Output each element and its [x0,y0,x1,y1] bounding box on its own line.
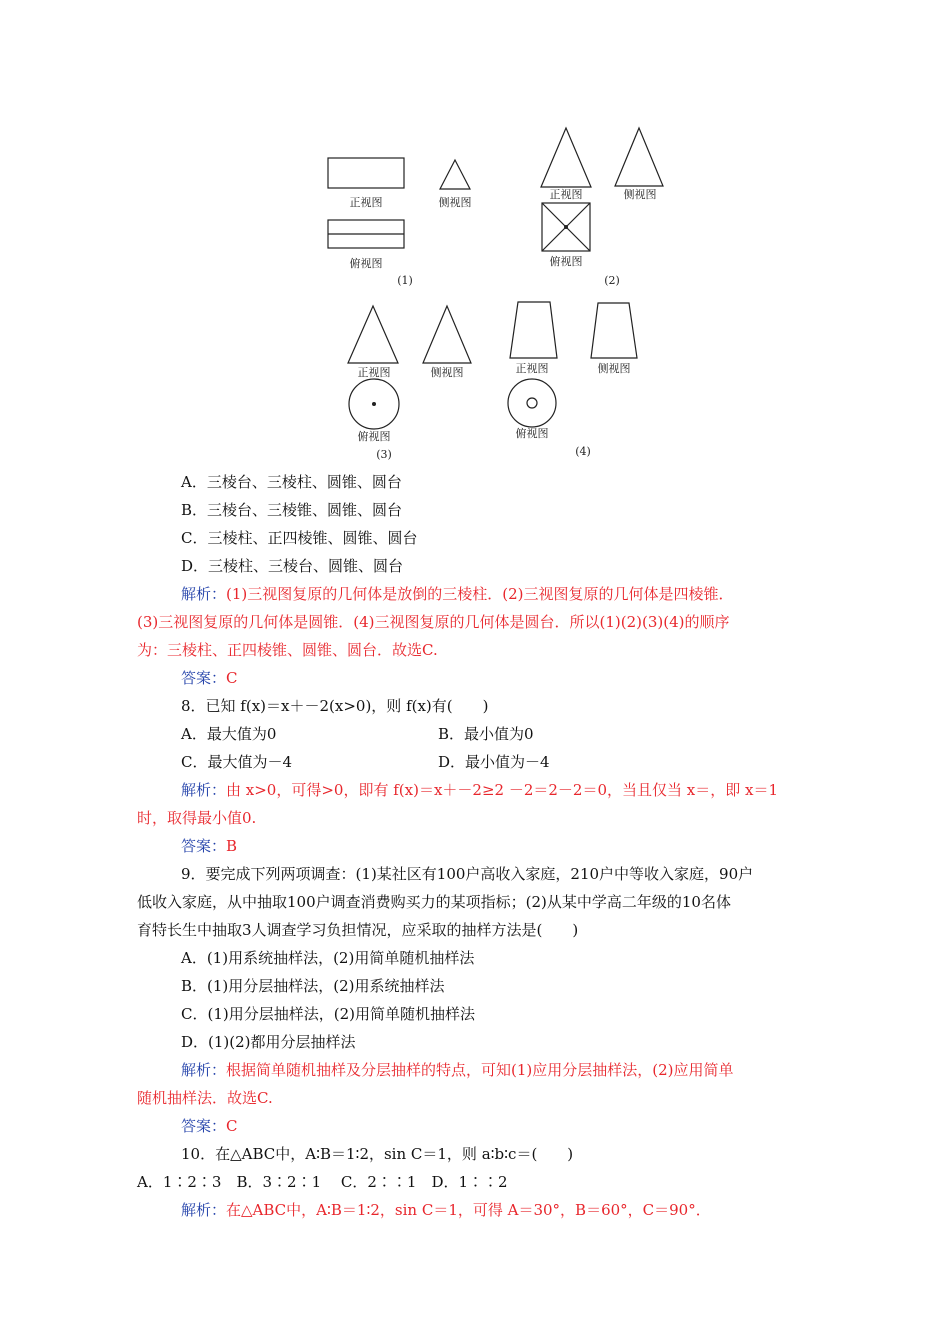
fig1-side-label: 侧视图 [438,196,472,209]
q9-option-c: C．(1)用分层抽样法，(2)用简单随机抽样法 [181,1005,475,1023]
q9-answer-label: 答案： [181,1117,227,1135]
fig3-front-label: 正视图 [357,366,391,379]
fig3-top-label: 俯视图 [357,430,391,443]
q7-answer-value: C [226,669,238,687]
fig4-front-trapezoid [510,302,557,358]
fig4-top-outer-circle [508,379,556,427]
fig1-front-label: 正视图 [349,196,383,209]
fig4-side-trapezoid [591,303,637,358]
fig2-side-triangle [615,128,663,186]
q8-answer-label: 答案： [181,837,227,855]
fig3-side-triangle [423,306,471,363]
q8-analysis-label: 解析： [181,781,227,799]
fig2-front-triangle [541,128,591,187]
q8-option-b: B．最小值为0 [438,725,534,743]
fig1-side-triangle [440,160,470,189]
fig4-number: (4) [575,445,591,458]
fig2-top-label: 俯视图 [549,255,583,268]
q9-stem-line-2: 低收入家庭，从中抽取100户调查消费购买力的某项指标；(2)从某中学高二年级的10名体 [137,893,731,911]
fig1-top-label: 俯视图 [349,257,383,270]
q10-analysis [181,1200,711,1220]
q7-analysis-label: 解析： [181,585,227,603]
q8-option-c: C．最大值为－4 [181,753,293,771]
fig2-center-dot [564,225,568,229]
fig4-top-label: 俯视图 [515,427,549,440]
fig4-front-label: 正视图 [515,362,549,375]
q9-option-b: B．(1)用分层抽样法，(2)用系统抽样法 [181,977,445,995]
fig3-number: (3) [376,448,392,461]
q8-option-a: A．最大值为0 [181,725,277,743]
q8-option-d: D．最小值为－4 [438,753,550,771]
q9-stem-line-1: 9．要完成下列两项调查：(1)某社区有100户高收入家庭，210户中等收入家庭，90户 [181,865,754,883]
fig2-number: (2) [604,274,620,287]
q7-option-c: C．三棱柱、正四棱锥、圆锥、圆台 [181,529,418,547]
fig3-side-label: 侧视图 [430,366,464,379]
q9-option-d: D．(1)(2)都用分层抽样法 [181,1033,356,1051]
fig1-number: (1) [397,274,413,287]
q10-analysis-text: 在△ABC中，A∶B＝1∶2，sin C＝1，可得 A＝30°，B＝60°，C＝90°． [226,1201,711,1219]
q7-answer [181,668,238,688]
q7-option-d: D．三棱柱、三棱台、圆锥、圆台 [181,557,404,575]
q7-analysis-text-1: (1)三视图复原的几何体是放倒的三棱柱．(2)三视图复原的几何体是四棱锥． [226,585,734,603]
q9-analysis-line-2: 随机抽样法．故选C. [137,1089,273,1107]
q8-answer-value: B [226,837,238,855]
q8-analysis-line-2: 时，取得最小值0. [137,809,257,827]
q7-analysis-line-1 [181,584,734,604]
q7-analysis-line-2: (3)三视图复原的几何体是圆锥．(4)三视图复原的几何体是圆台．所以(1)(2)(3)(4)的顺序 [137,613,730,631]
q8-analysis-line-1 [181,780,778,800]
q9-option-a: A．(1)用系统抽样法，(2)用简单随机抽样法 [181,949,475,967]
q10-analysis-label: 解析： [181,1201,227,1219]
fig2-front-label: 正视图 [549,188,583,201]
q10-options: A．1∶2∶3 B．3∶2∶1 C．2∶∶1 D．1∶∶2 [137,1173,508,1191]
q9-answer [181,1116,238,1136]
q9-answer-value: C [226,1117,238,1135]
q9-stem-line-3: 育特长生中抽取3人调查学习负担情况，应采取的抽样方法是( ) [137,921,579,939]
q7-analysis-line-3: 为：三棱柱、正四棱锥、圆锥、圆台．故选C. [137,641,438,659]
q7-option-b: B．三棱台、三棱锥、圆锥、圆台 [181,501,403,519]
q10-stem: 10．在△ABC中，A∶B＝1∶2，sin C＝1，则 a∶b∶c＝( ) [181,1145,574,1163]
q7-answer-label: 答案： [181,669,227,687]
fig4-side-label: 侧视图 [597,362,631,375]
q9-analysis-text-1: 根据简单随机抽样及分层抽样的特点，可知(1)应用分层抽样法，(2)应用简单 [226,1061,734,1079]
q9-analysis-label: 解析： [181,1061,227,1079]
fig2-side-label: 侧视图 [623,188,657,201]
q9-analysis-line-1 [181,1060,734,1080]
q8-answer [181,836,237,856]
q8-analysis-text-1: 由 x>0，可得>0，即有 f(x)＝x＋－2≥2 －2＝2－2＝0，当且仅当 x＝，即 x＝1 [226,781,779,799]
q8-stem: 8．已知 f(x)＝x＋－2(x>0)，则 f(x)有( ) [181,697,489,715]
fig3-center-dot [372,402,376,406]
fig4-top-inner-circle [527,398,537,408]
q7-option-a: A．三棱台、三棱柱、圆锥、圆台 [181,473,402,491]
fig1-front-rect [328,158,404,188]
fig3-front-triangle [348,306,398,363]
three-view-figures [0,0,950,470]
